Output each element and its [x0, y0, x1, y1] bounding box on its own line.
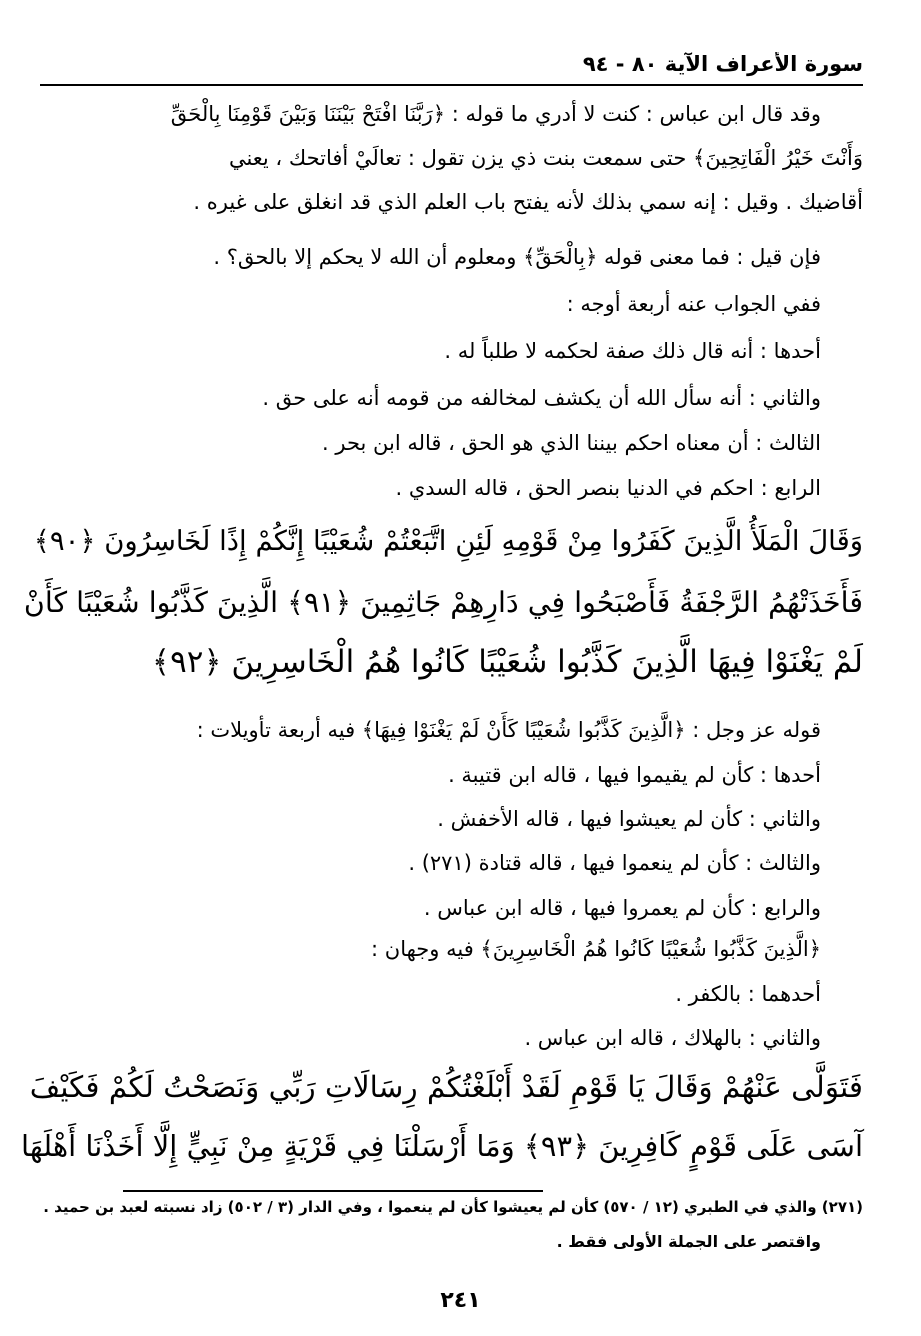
text-line: والثاني : أنه سأل الله أن يكشف لمخالفه من قومه أنه على حق . — [262, 386, 821, 410]
text-line: أقاضيك . وقيل : إنه سمي بذلك لأنه يفتح باب العلم الذي قد انغلق على غيره . — [193, 190, 863, 214]
quran-verse-line: لَمْ يَغْنَوْا فِيهَا الَّذِينَ كَذَّبُوا شُعَيْبًا كَانُوا هُمُ الْخَاسِرِينَ ﴿٩٢﴾ — [151, 644, 863, 680]
text-line: والرابع : كأن لم يعمروا فيها ، قاله ابن عباس . — [423, 896, 821, 920]
text-line: أحدها : أنه قال ذلك صفة لحكمه لا طلباً له . — [444, 339, 821, 363]
text-line: والثاني : بالهلاك ، قاله ابن عباس . — [524, 1026, 821, 1050]
quran-verse-line: فَتَوَلَّى عَنْهُمْ وَقَالَ يَا قَوْمِ لَقَدْ أَبْلَغْتُكُمْ رِسَالَاتِ رَبِّي وَنَصَحْتُ لَكُمْ فَكَيْفَ — [29, 1070, 863, 1104]
text-line: وقد قال ابن عباس : كنت لا أدري ما قوله : ﴿رَبَّنَا افْتَحْ بَيْنَنَا وَبَيْنَ قَوْمِنَا بِالْحَقِّ — [170, 102, 821, 126]
text-line: والثاني : كأن لم يعيشوا فيها ، قاله الأخفش . — [437, 807, 821, 831]
text-line: فإن قيل : فما معنى قوله ﴿بِالْحَقِّ﴾ ومعلوم أن الله لا يحكم إلا بالحق؟ . — [213, 245, 821, 269]
text-line: أحدها : كأن لم يقيموا فيها ، قاله ابن قتيبة . — [448, 763, 821, 787]
text-line: ففي الجواب عنه أربعة أوجه : — [566, 292, 821, 316]
text-line: قوله عز وجل : ﴿الَّذِينَ كَذَّبُوا شُعَيْبًا كَأَنْ لَمْ يَغْنَوْا فِيهَا﴾ فيه أربعة تأويلات : — [196, 718, 821, 742]
footnote-rule — [123, 1190, 543, 1192]
text-line: وَأَنْتَ خَيْرُ الْفَاتِحِينَ﴾ حتى سمعت بنت ذي يزن تقول : تعالَيْ أفاتحك ، يعني — [228, 146, 863, 170]
text-line: الثالث : أن معناه احكم بيننا الذي هو الحق ، قاله ابن بحر . — [322, 431, 821, 455]
quran-verse-line: آسَى عَلَى قَوْمٍ كَافِرِينَ ﴿٩٣﴾ وَمَا أَرْسَلْنَا فِي قَرْيَةٍ مِنْ نَبِيٍّ إِلَّا أَخَذْنَا أَهْلَهَا — [21, 1129, 863, 1163]
footnote-line: واقتصر على الجملة الأولى فقط . — [556, 1232, 821, 1251]
quran-verse-line: وَقَالَ الْمَلَأُ الَّذِينَ كَفَرُوا مِنْ قَوْمِهِ لَئِنِ اتَّبَعْتُمْ شُعَيْبًا إِنَّكُمْ إِذًا لَخَاسِرُونَ ﴿٩٠﴾ — [33, 525, 863, 557]
text-line: ﴿الَّذِينَ كَذَّبُوا شُعَيْبًا كَانُوا هُمُ الْخَاسِرِينَ﴾ فيه وجهان : — [371, 937, 821, 961]
footnote-line: (٢٧١) والذي في الطبري (١٢ / ٥٧٠) كأن لم يعيشوا كأن لم ينعموا ، وفي الدار (٣ / ٥٠٢) زاد نسبته لعبد بن حميد . — [43, 1198, 863, 1216]
text-line: والثالث : كأن لم ينعموا فيها ، قاله قتادة (٢٧١) . — [408, 851, 821, 875]
text-line: أحدهما : بالكفر . — [675, 982, 821, 1006]
header-rule — [40, 84, 863, 86]
quran-verse-line: فَأَخَذَتْهُمُ الرَّجْفَةُ فَأَصْبَحُوا فِي دَارِهِمْ جَاثِمِينَ ﴿٩١﴾ الَّذِينَ كَذَّبُوا شُعَيْبًا كَأَنْ — [23, 586, 863, 619]
running-header: سورة الأعراف الآية ٨٠ - ٩٤ — [582, 52, 863, 76]
page-number: ٢٤١ — [440, 1288, 481, 1313]
text-line: الرابع : احكم في الدنيا بنصر الحق ، قاله السدي . — [395, 476, 821, 500]
